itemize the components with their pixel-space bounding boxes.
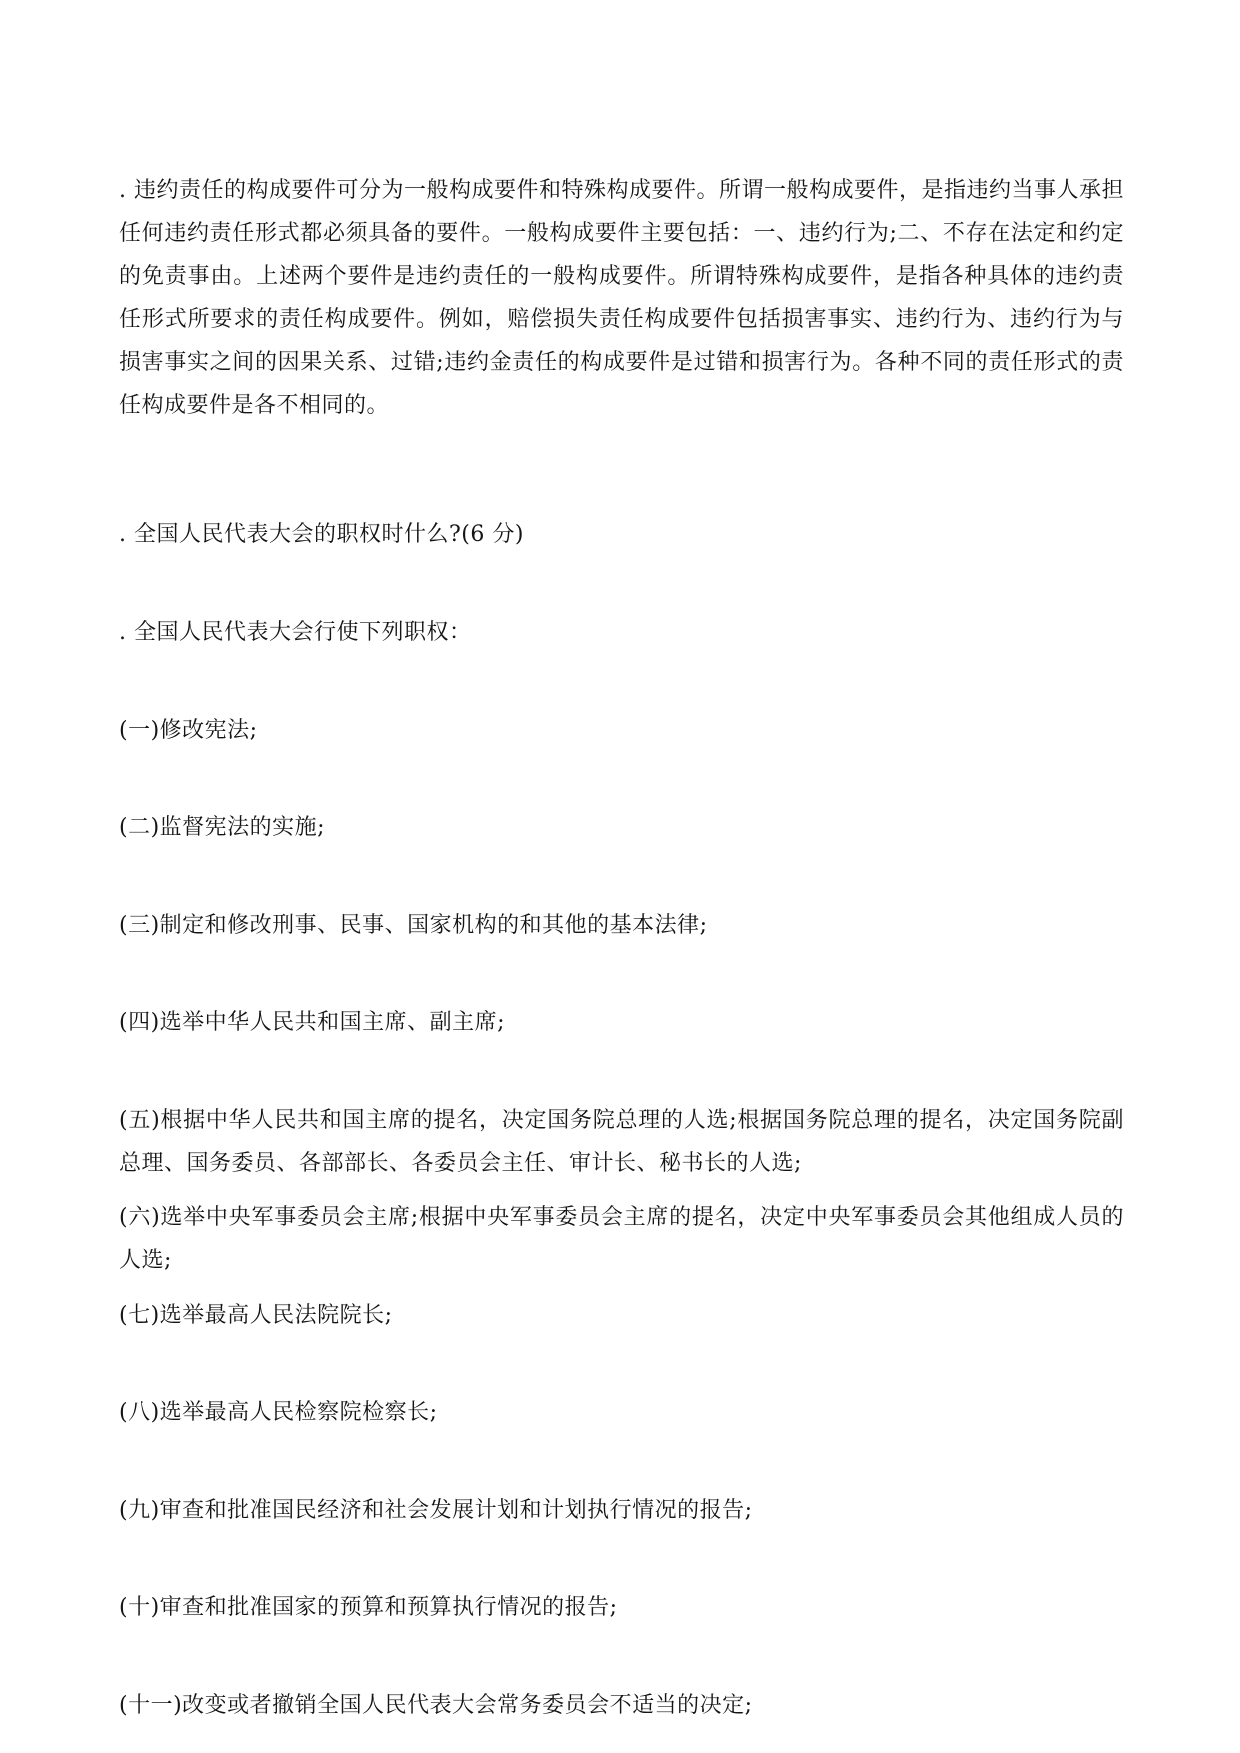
- list-item-power-2: (二)监督宪法的实施;: [119, 815, 326, 840]
- paragraph-question-npc-powers: . 全国人民代表大会的职权时什么?(6 分): [119, 522, 524, 547]
- list-item-power-4: (四)选举中华人民共和国主席、副主席;: [119, 1010, 506, 1035]
- list-item-power-10: (十)审查和批准国家的预算和预算执行情况的报告;: [119, 1595, 618, 1620]
- list-item-power-3: (三)制定和修改刑事、民事、国家机构的和其他的基本法律;: [119, 913, 708, 938]
- list-item-power-5: (五)根据中华人民共和国主席的提名，决定国务院总理的人选;根据国务院总理的提名，决定国务院副总理、国务委员、各部部长、各委员会主任、审计长、秘书长的人选;: [119, 1108, 1124, 1176]
- list-item-power-6: (六)选举中央军事委员会主席;根据中央军事委员会主席的提名，决定中央军事委员会其他组成人员的人选;: [119, 1205, 1124, 1273]
- list-item-power-8: (八)选举最高人民检察院检察长;: [119, 1400, 438, 1425]
- list-item-power-11: (十一)改变或者撤销全国人民代表大会常务委员会不适当的决定;: [119, 1693, 753, 1718]
- list-item-power-9: (九)审查和批准国民经济和社会发展计划和计划执行情况的报告;: [119, 1498, 753, 1523]
- list-item-power-1: (一)修改宪法;: [119, 718, 258, 743]
- paragraph-breach-of-contract-elements: . 违约责任的构成要件可分为一般构成要件和特殊构成要件。所谓一般构成要件，是指违约当事人承担任何违约责任形式都必须具备的要件。一般构成要件主要包括：一、违约行为;二、不存在法定和约定的免责事由。上述两个要件是违约责任的一般构成要件。所谓特殊构成要件，是指各种具体的违约责任形式所要求的责任构成要件。例如，赔偿损失责任构成要件包括损害事实、违约行为、违约行为与损害事实之间的因果关系、过错;违约金责任的构成要件是过错和损害行为。各种不同的责任形式的责任构成要件是各不相同的。: [119, 178, 1124, 418]
- paragraph-answer-intro: . 全国人民代表大会行使下列职权：: [119, 620, 472, 645]
- list-item-power-7: (七)选举最高人民法院院长;: [119, 1303, 393, 1328]
